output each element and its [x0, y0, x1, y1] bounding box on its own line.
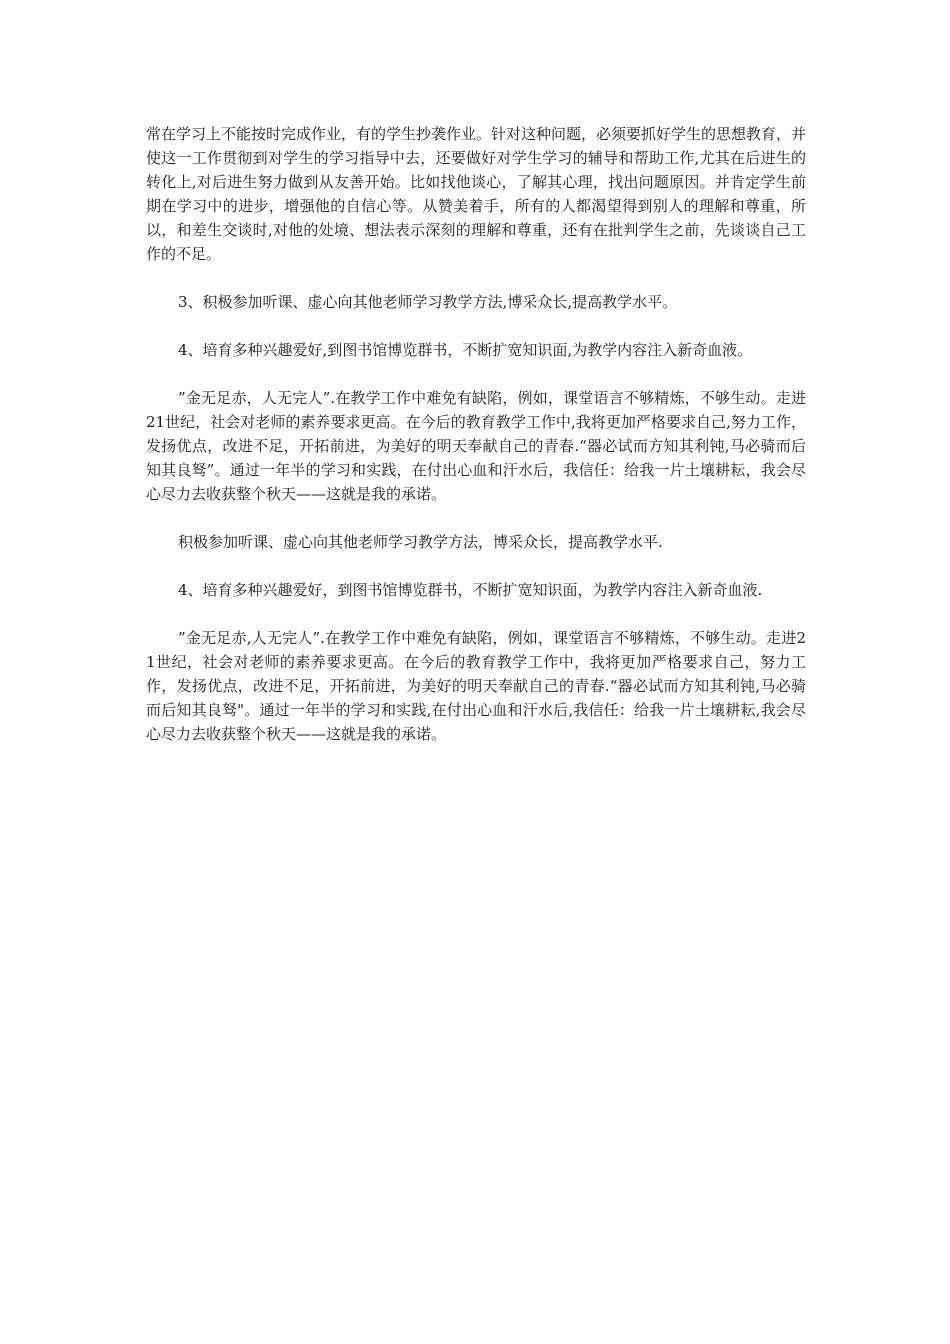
paragraph-item-3-repeat: 积极参加听课、虚心向其他老师学习教学方法，博采众长，提高教学水平.: [178, 533, 663, 551]
paragraph-conclusion: ”金无足赤，人无完人”.在教学工作中难免有缺陷，例如，课堂语言不够精炼，不够生动。走进21世纪，社会对老师的素养要求更高。在今后的教育教学工作中,我将更加严格要求自己,努力工作，发扬优点，改进不足，开拓前进，为美好的明天奉献自己的青春.“器必试而方知其利钝,马必骑而后知其良驽”。通过一年半的学习和实践，在付出心血和汗水后，我信任：给我一片土壤耕耘，我会尽心尽力去收获整个秋天——这就是我的承诺。: [146, 389, 806, 503]
paragraph-item-4-repeat: 4、培育多种兴趣爱好，到图书馆博览群书，不断扩宽知识面，为教学内容注入新奇血液.: [178, 581, 763, 599]
document-page: [146, 122, 806, 770]
paragraph-student-guidance: 常在学习上不能按时完成作业，有的学生抄袭作业。针对这种问题，必须要抓好学生的思想教育，并使这一工作贯彻到对学生的学习指导中去，还要做好对学生学习的辅导和帮助工作,尤其在后进生的转化上,对后进生努力做到从友善开始。比如找他谈心，了解其心理，找出问题原因。并肯定学生前期在学习中的进步，增强他的自信心等。从赞美着手，所有的人都渴望得到别人的理解和尊重，所以，和差生交谈时,对他的处境、想法表示深刻的理解和尊重，还有在批判学生之前，先谈谈自己工作的不足。: [146, 125, 807, 263]
paragraph-item-3: 3、积极参加听课、虚心向其他老师学习教学方法,博采众长,提高教学水平。: [178, 293, 678, 311]
paragraph-conclusion-repeat: ”金无足赤,人无完人”.在教学工作中难免有缺陷，例如，课堂语言不够精炼，不够生动。走进21世纪，社会对老师的素养要求更高。在今后的教育教学工作中，我将更加严格要求自己，努力工作，发扬优点，改进不足，开拓前进，为美好的明天奉献自己的青春.“器必试而方知其利钝,马必骑而后知其良驽"。通过一年半的学习和实践,在付出心血和汗水后,我信任：给我一片土壤耕耘,我会尽心尽力去收获整个秋天——这就是我的承诺。: [146, 629, 806, 743]
paragraph-item-4: 4、培育多种兴趣爱好,到图书馆博览群书，不断扩宽知识面,为教学内容注入新奇血液。: [178, 341, 753, 359]
